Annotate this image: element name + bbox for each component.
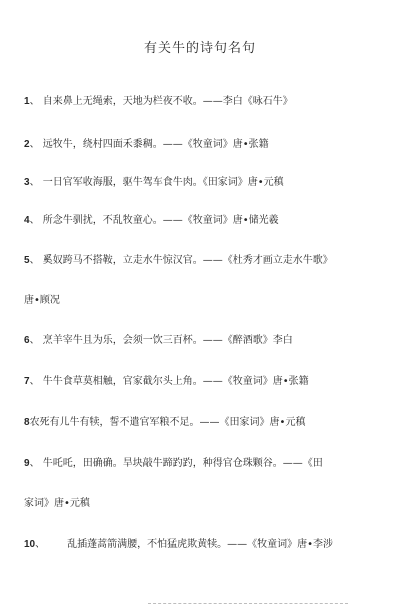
line-text: 家词》唐•元稹 <box>24 498 90 509</box>
line-separator: 、 <box>29 255 40 266</box>
line-number: 2 <box>24 139 30 150</box>
line-number: 10 <box>24 539 36 550</box>
poem-line-10 <box>24 538 384 552</box>
line-text: 烹羊宰牛且为乐，会须一饮三百杯。——《醉酒歌》李白 <box>42 335 293 346</box>
line-text: 奚奴跨马不搭鞍，立走水牛惊汉官。——《杜秀才画立走水牛歌》 <box>42 255 333 266</box>
line-text: 唐•顾况 <box>24 295 60 306</box>
line-text: 所念牛驯扰，不乱牧童心。——《牧童词》唐•储光羲 <box>42 215 279 226</box>
line-text: 农死有儿牛有犊，誓不遣官军粮不足。——《田家词》唐•元稹 <box>29 417 306 428</box>
line-number: 1 <box>24 96 30 107</box>
line-number: 7 <box>24 376 30 387</box>
line-text: 牛牛食草莫相触，官家截尔头上角。——《牧童词》唐•张籍 <box>42 376 309 387</box>
poem-line-5 <box>24 254 384 268</box>
line-text: 一日官军收海服，驱牛驾车食牛肉。《田家词》唐•元稹 <box>42 177 284 188</box>
line-separator: 、 <box>29 96 40 107</box>
poem-line-9 <box>24 457 384 471</box>
line-number: 4 <box>24 215 30 226</box>
line-separator: 、 <box>29 458 40 469</box>
poem-line-9-continued <box>24 497 384 511</box>
line-text: 乱插蓬蒿箭满腰，不怕猛虎欺黄犊。——《牧童词》唐•李涉 <box>67 539 334 550</box>
footer-divider <box>148 603 348 604</box>
line-separator: 、 <box>35 539 46 550</box>
line-separator: 、 <box>29 335 40 346</box>
line-separator: 、 <box>29 376 40 387</box>
poem-line-5-continued <box>24 294 384 308</box>
poem-line-7 <box>24 375 384 389</box>
poem-line-1 <box>24 95 384 109</box>
poem-line-8 <box>24 416 384 430</box>
line-number: 6 <box>24 335 30 346</box>
line-number: 9 <box>24 458 30 469</box>
line-separator: 、 <box>29 177 40 188</box>
line-number: 5 <box>24 255 30 266</box>
poem-line-4 <box>24 214 384 228</box>
page-title: 有关牛的诗句名句 <box>143 41 256 56</box>
line-number: 8 <box>24 417 30 428</box>
line-separator: 、 <box>29 215 40 226</box>
line-text: 牛吒吒，田确确。旱块敲牛蹄趵趵，种得官仓珠颗谷。——《田 <box>42 458 323 469</box>
poem-line-3 <box>24 176 384 190</box>
line-text: 自来鼻上无绳索，天地为栏夜不收。——李白《咏石牛》 <box>42 96 293 107</box>
poem-line-2 <box>24 138 384 152</box>
line-number: 3 <box>24 177 30 188</box>
line-text: 远牧牛，绕村四面禾黍稠。——《牧童词》唐•张籍 <box>42 139 269 150</box>
poem-line-6 <box>24 334 384 348</box>
line-separator: 、 <box>29 139 40 150</box>
